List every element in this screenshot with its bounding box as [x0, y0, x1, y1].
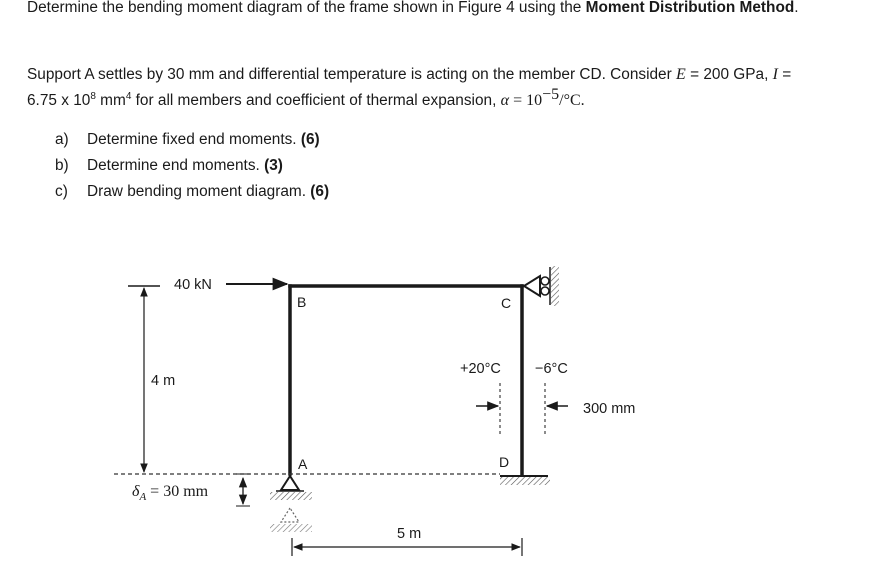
modulus-symbol: E	[676, 66, 686, 83]
temp-inside-label: +20°C	[460, 361, 501, 377]
task-text: Draw bending moment diagram.	[87, 183, 311, 200]
task-marks: (6)	[300, 131, 320, 148]
inertia-exponent: 8	[90, 91, 96, 102]
thermal-text: for all members and coefficient of thermal expansion,	[131, 92, 501, 109]
node-label-c: C	[501, 295, 512, 311]
span-label: 5 m	[397, 526, 422, 542]
load-label: 40 kN	[174, 277, 212, 293]
height-label: 4 m	[151, 373, 176, 389]
task-label: c)	[55, 183, 68, 200]
inertia-unit: mm	[95, 92, 126, 109]
node-label-a: A	[298, 456, 308, 472]
inertia-equals: =	[777, 66, 792, 83]
settlement-text: Support A settles by 30 mm and differential temperature is acting on the member CD. Consider	[27, 66, 677, 83]
alpha-value: = 10	[509, 92, 543, 109]
inertia-unit-exponent: 4	[125, 91, 132, 102]
task-marks: (6)	[310, 183, 330, 200]
frame-members	[290, 286, 522, 474]
alpha-exponent: −5	[542, 86, 560, 103]
method-name-cont: Method	[739, 0, 795, 16]
modulus-value: = 200 GPa,	[685, 66, 773, 83]
task-text: Determine end moments.	[87, 157, 265, 174]
alpha-symbol: α	[500, 92, 510, 109]
fixed-support-d	[500, 476, 550, 485]
task-text: Determine fixed end moments.	[87, 131, 301, 148]
inertia-value: 6.75 x 10	[27, 92, 91, 109]
inertia-symbol: I	[772, 66, 778, 83]
intro-end: .	[794, 0, 799, 16]
temp-outside-label: −6°C	[535, 361, 568, 377]
node-label-b: B	[297, 294, 307, 310]
pin-support-a	[270, 476, 312, 532]
intro-text: Determine the bending moment diagram of the frame shown in Figure 4 using the	[27, 0, 586, 16]
task-marks: (3)	[264, 157, 283, 174]
settlement-label: $\delta_A = 30$ mm	[132, 483, 209, 503]
depth-label: 300 mm	[583, 401, 636, 417]
method-name: Moment Distribution	[585, 0, 736, 16]
task-label: a)	[55, 131, 69, 148]
roller-support-c	[524, 266, 559, 306]
task-label: b)	[55, 157, 69, 174]
alpha-unit: /°C.	[559, 92, 585, 109]
node-label-d: D	[499, 454, 510, 470]
